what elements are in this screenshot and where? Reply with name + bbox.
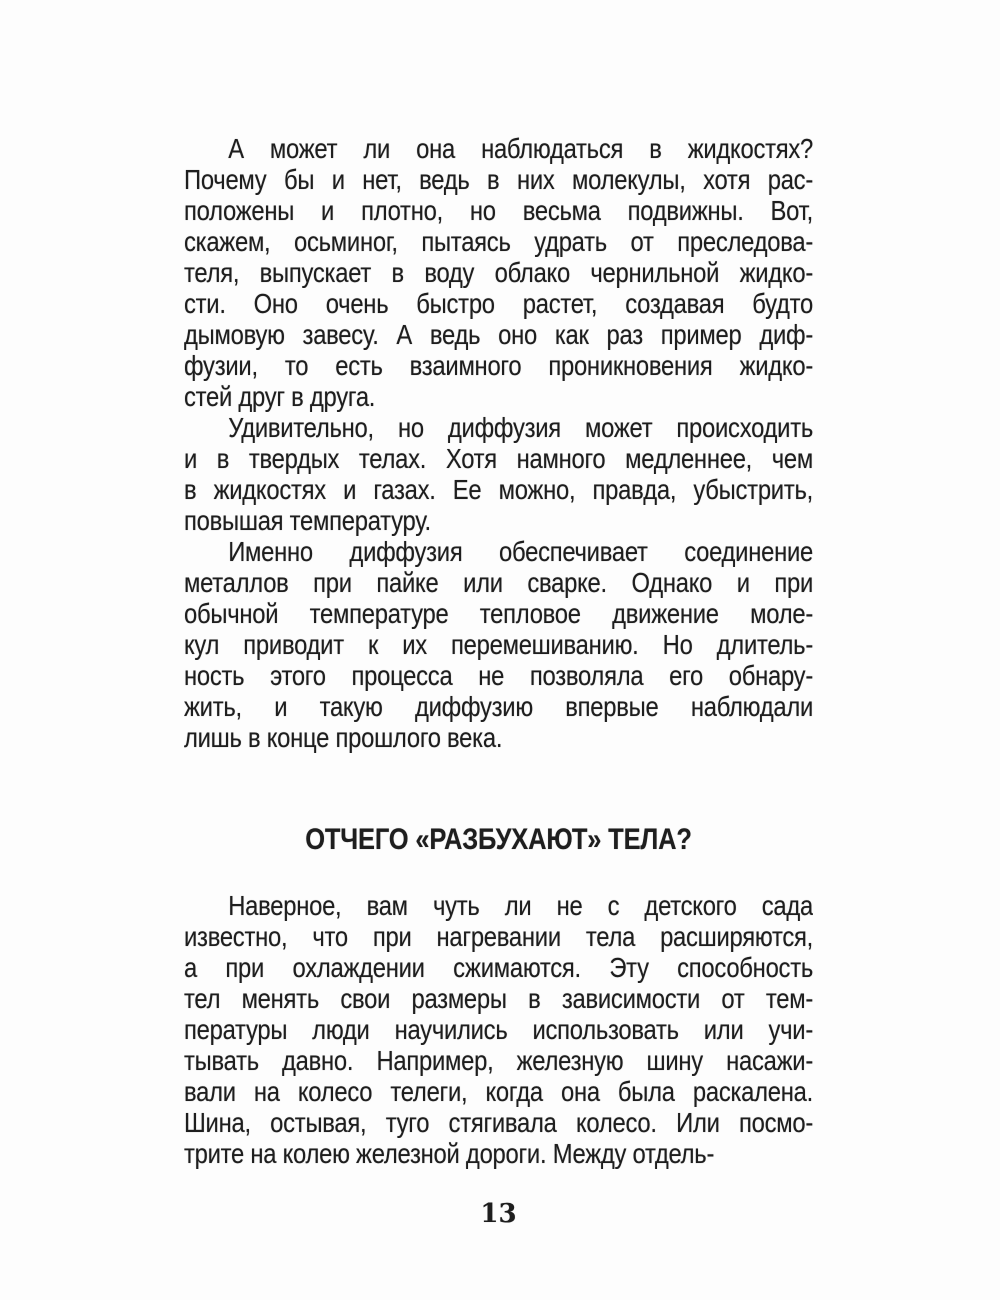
text-line: в жидкостях и газах. Ее можно, правда, убыстрить,	[184, 474, 813, 505]
page-text	[184, 133, 813, 1169]
text-line: Удивительно, но диффузия может происходить	[228, 412, 813, 443]
text-line: и в твердых телах. Хотя намного медленнее, чем	[184, 443, 813, 474]
paragraph	[184, 536, 813, 753]
text-line: пературы люди научились использовать или учи-	[184, 1014, 813, 1045]
text-line: тывать давно. Например, железную шину насажи-	[184, 1045, 813, 1076]
text-line: трите на колею железной дороги. Между отдель-	[184, 1138, 715, 1169]
text-line: Почему бы и нет, ведь в них молекулы, хотя рас-	[184, 164, 813, 195]
text-line: Именно диффузия обеспечивает соединение	[228, 536, 813, 567]
text-line: а при охлаждении сжимаются. Эту способность	[184, 952, 813, 983]
text-line: жить, и такую диффузию впервые наблюдали	[184, 691, 813, 722]
text-line: фузии, то есть взаимного проникновения жидко-	[184, 350, 813, 381]
text-line: повышая температуру.	[184, 505, 431, 536]
section-heading	[184, 822, 813, 858]
text-line: Наверное, вам чуть ли не с детского сада	[228, 890, 813, 921]
text-line: скажем, осьминог, пытаясь удрать от преследова-	[184, 226, 813, 257]
text-line: известно, что при нагревании тела расширяются,	[184, 921, 813, 952]
text-line: лишь в конце прошлого века.	[184, 722, 503, 753]
text-line: Шина, остывая, туго стягивала колесо. Или посмо-	[184, 1107, 813, 1138]
text-line: ность этого процесса не позволяла его обнару-	[184, 660, 813, 691]
paragraph	[184, 890, 813, 1169]
text-line: А может ли она наблюдаться в жидкостях?	[228, 133, 813, 164]
page-number: 13	[480, 1199, 517, 1229]
text-line: вали на колесо телеги, когда она была раскалена.	[184, 1076, 813, 1107]
text-line: сти. Оно очень быстро растет, создавая будто	[184, 288, 813, 319]
text-line: кул приводит к их перемешиванию. Но длитель-	[184, 629, 813, 660]
text-line: стей друг в друга.	[184, 381, 376, 412]
text-line: положены и плотно, но весьма подвижны. Вот,	[184, 195, 813, 226]
text-line: тел менять свои размеры в зависимости от тем-	[184, 983, 813, 1014]
text-line: теля, выпускает в воду облако чернильной жидко-	[184, 257, 813, 288]
text-line: дымовую завесу. А ведь оно как раз пример диф-	[184, 319, 813, 350]
paragraph	[184, 133, 813, 412]
text-line: обычной температуре тепловое движение моле-	[184, 598, 813, 629]
paragraph	[184, 412, 813, 536]
heading-line: ОТЧЕГО «РАЗБУХАЮТ» ТЕЛА?	[305, 823, 692, 856]
text-line: металлов при пайке или сварке. Однако и при	[184, 567, 813, 598]
